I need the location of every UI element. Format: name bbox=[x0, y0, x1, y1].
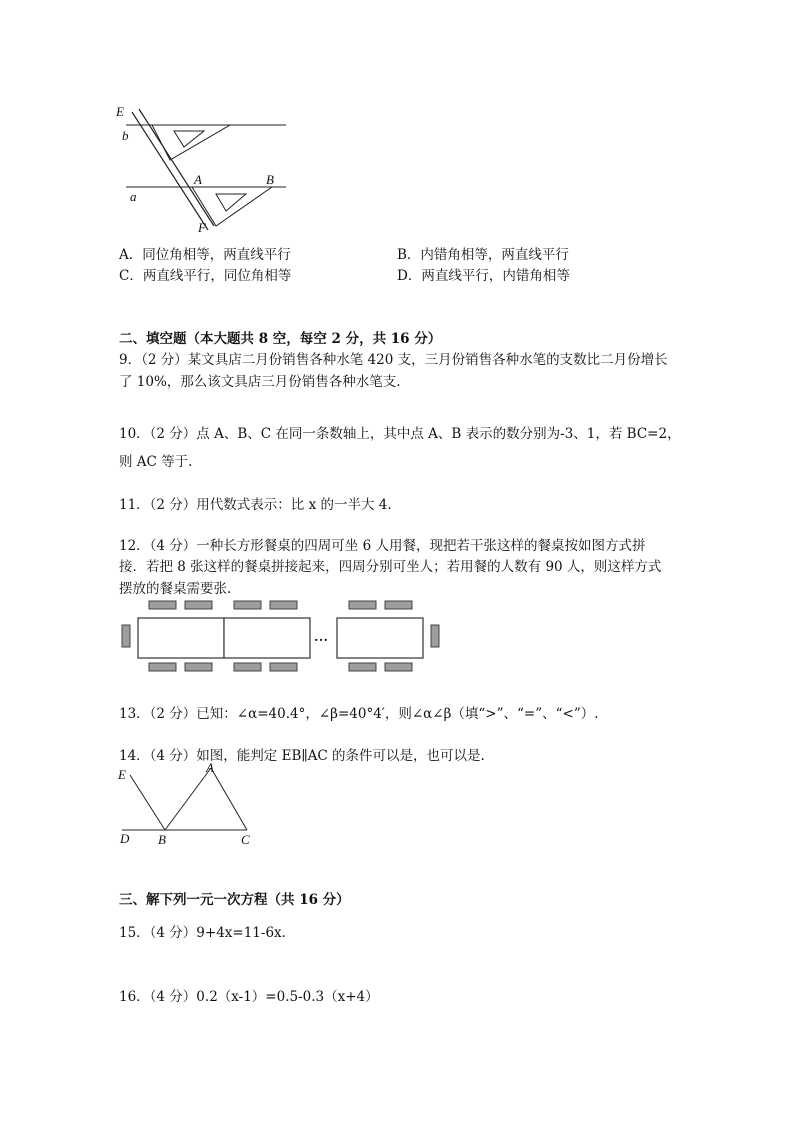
question-12-line-1: 12．（4 分）一种长方形餐桌的四周可坐 6 人用餐，现把若干张这样的餐桌按如图方式拼 bbox=[119, 538, 646, 554]
table bbox=[337, 618, 423, 658]
question-14: 14．（4 分）如图，能判定 EB∥AC 的条件可以是，也可以是. bbox=[119, 748, 485, 764]
question-9-line-1: 9．（2 分）某文具店二月份销售各种水笔 420 支，三月份销售各种水笔的支数比二月份增长 bbox=[119, 352, 668, 368]
segment-eb bbox=[130, 775, 165, 830]
ruler-edge-2 bbox=[139, 109, 214, 226]
seat bbox=[385, 601, 412, 609]
question-10-line-2: 则 AC 等于. bbox=[119, 454, 193, 470]
seat bbox=[149, 663, 176, 671]
figure-dining-tables bbox=[118, 597, 448, 677]
label-D: D bbox=[120, 831, 130, 846]
question-12-line-2: 接．若把 8 张这样的餐桌拼接起来，四周分别可坐人；若用餐的人数有 90 人，则这样方式 bbox=[119, 559, 662, 575]
seat bbox=[149, 601, 176, 609]
segment-ac bbox=[211, 768, 247, 830]
label-b: b bbox=[122, 128, 129, 143]
seat bbox=[234, 601, 261, 609]
seat bbox=[349, 601, 376, 609]
seat bbox=[385, 663, 412, 671]
option-d: D．两直线平行，内错角相等 bbox=[397, 268, 570, 284]
question-16: 16．（4 分）0.2（x-1）=0.5-0.3（x+4） bbox=[119, 989, 379, 1005]
ellipsis: … bbox=[314, 630, 328, 645]
figure-parallel-lines-triangle bbox=[112, 100, 292, 235]
question-9-line-2: 了 10%，那么该文具店三月份销售各种水笔支. bbox=[119, 374, 401, 390]
seat bbox=[185, 601, 212, 609]
label-a: a bbox=[130, 189, 137, 204]
segment-ba bbox=[165, 768, 211, 830]
seat bbox=[185, 663, 212, 671]
section-3-heading: 三、解下列一元一次方程（共 16 分） bbox=[119, 892, 350, 908]
seat bbox=[270, 601, 297, 609]
label-B: B bbox=[158, 832, 166, 847]
question-15: 15．（4 分）9+4x=11-6x. bbox=[119, 925, 286, 941]
seat bbox=[234, 663, 261, 671]
question-10-line-1: 10．（2 分）点 A、B、C 在同一条数轴上，其中点 A、B 表示的数分别为-3、1，若 BC=2， bbox=[119, 426, 681, 442]
upper-triangle bbox=[152, 125, 230, 160]
option-c: C．两直线平行，同位角相等 bbox=[119, 268, 292, 284]
label-C: C bbox=[241, 832, 250, 847]
question-12-line-3: 摆放的餐桌需要张. bbox=[119, 581, 232, 597]
label-A: A bbox=[194, 172, 202, 187]
label-B: B bbox=[266, 172, 274, 187]
option-b: B．内错角相等，两直线平行 bbox=[397, 247, 569, 263]
question-13: 13．（2 分）已知：∠α=40.4°，∠β=40°4′，则∠α∠β（填“>”、“=”、“<”）. bbox=[119, 706, 599, 722]
seat bbox=[349, 663, 376, 671]
section-2-heading: 二、填空题（本大题共 8 空，每空 2 分，共 16 分） bbox=[119, 331, 442, 347]
option-a: A．同位角相等，两直线平行 bbox=[119, 247, 291, 263]
figure-eb-ac bbox=[114, 760, 264, 850]
label-E: E bbox=[118, 767, 126, 782]
ruler-edge-1 bbox=[132, 112, 208, 230]
table bbox=[138, 618, 224, 658]
table bbox=[224, 618, 310, 658]
seat bbox=[431, 625, 439, 647]
label-E: E bbox=[116, 104, 124, 119]
label-F: F bbox=[198, 220, 206, 235]
seat bbox=[122, 625, 130, 647]
upper-triangle-inner bbox=[174, 131, 204, 147]
question-11: 11．（2 分）用代数式表示：比 x 的一半大 4. bbox=[119, 497, 392, 513]
seat bbox=[270, 663, 297, 671]
label-A: A bbox=[206, 760, 214, 775]
